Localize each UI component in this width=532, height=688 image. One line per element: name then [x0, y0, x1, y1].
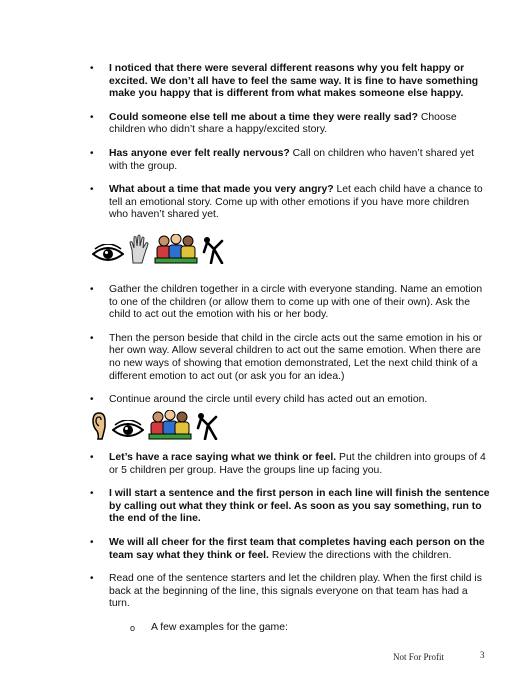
bullet-item — [90, 488, 490, 526]
bullet-item — [90, 452, 490, 477]
bullet-item — [90, 537, 490, 562]
group-icon — [148, 410, 192, 440]
bullet-marker: • — [90, 332, 94, 344]
body-text: Put the children into groups of 4 or 5 children per group. Have the groups line up facing you. — [109, 452, 486, 476]
eye-icon — [92, 244, 124, 264]
body-text: Gather the children together in a circle with everyone standing. Name an emotion to one of the children (or allow them to come up with one of their own). Ask the child to act out the emotion with his or her body. — [109, 284, 483, 321]
bullet-item — [90, 394, 490, 407]
bullet-marker: • — [90, 573, 94, 585]
stretch-icon — [196, 412, 220, 440]
footer-text: Not For Profit — [393, 652, 445, 662]
bullet-marker: • — [90, 394, 94, 406]
bullet-marker: • — [90, 284, 94, 295]
bullet-marker: • — [90, 63, 94, 74]
ear-icon — [92, 412, 108, 440]
body-text: Call on children who haven’t shared yet with the group. — [109, 147, 475, 172]
bullet-item — [90, 284, 490, 322]
sub-bullet-item — [90, 622, 490, 635]
eye-icon — [112, 420, 144, 440]
bullet-marker: • — [90, 184, 94, 196]
bold-lead-text: Could someone else tell me about a time they were really sad? — [109, 111, 418, 123]
bold-lead-text: I noticed that there were several different reasons why you felt happy or excited. We don’t all have to feel the same way. It is fine to have something make you happy that is different from what makes someone else happy. — [109, 63, 479, 100]
body-text: Then the person beside that child in the circle acts out the same emotion in his or her own way. Allow several children to act out the same emotion. When there are no new ways of showing that emotion demonstrated, Let the next child think of a different emotion to act out (or ask you for an idea.) — [109, 332, 483, 382]
body-text: Read one of the sentence starters and let the children play. When the first child is back at the beginning of the line, this signals everyone on that team has had a turn. — [109, 573, 482, 610]
bullet-marker: • — [90, 536, 94, 548]
bullet-item — [90, 573, 490, 611]
bullet-marker: • — [90, 111, 94, 123]
bold-lead-text: Let’s have a race saying what we think or feel. — [109, 452, 337, 463]
bullet-item — [90, 63, 490, 101]
bold-lead-text: We will all cheer for the first team that completes having each person on the team say what they think or feel. — [109, 536, 485, 561]
sub-bullet-text: A few examples for the game: — [151, 621, 288, 633]
bullet-item — [90, 112, 490, 137]
body-text: Choose children who didn’t share a happy/excited story. — [109, 111, 457, 136]
group-icon — [154, 234, 198, 264]
page-number: 3 — [480, 650, 485, 660]
activity-icons-row-2 — [92, 410, 220, 440]
bullet-marker: • — [90, 147, 94, 159]
bold-lead-text: What about a time that made you very angry? — [109, 184, 334, 196]
bullet-marker: • — [90, 488, 94, 500]
bullet-item — [90, 333, 490, 383]
bullet-item — [90, 148, 490, 173]
body-text: Continue around the circle until every child has acted out an emotion. — [109, 394, 428, 406]
race-game-instructions — [90, 452, 490, 635]
bold-lead-text: Has anyone ever felt really nervous? — [109, 147, 290, 159]
bullet-item — [90, 184, 490, 222]
stretch-icon — [202, 236, 226, 264]
emotion-circle-instructions — [90, 284, 490, 418]
body-text: Review the directions with the children. — [268, 549, 452, 561]
body-text: Let each child have a chance to tell an emotional story. Come up with other emotions if you have more children who haven’t shared yet. — [109, 184, 483, 221]
activity-icons-row-1 — [92, 234, 226, 264]
hand-icon — [128, 234, 150, 264]
bullet-marker: • — [90, 452, 94, 463]
discussion-questions-list — [90, 63, 490, 233]
sub-bullet-marker: o — [130, 622, 136, 633]
bold-lead-text: I will start a sentence and the first person in each line will finish the sentence by calling out what they think or feel. As soon as you say something, run to the end of the line. — [109, 488, 490, 525]
